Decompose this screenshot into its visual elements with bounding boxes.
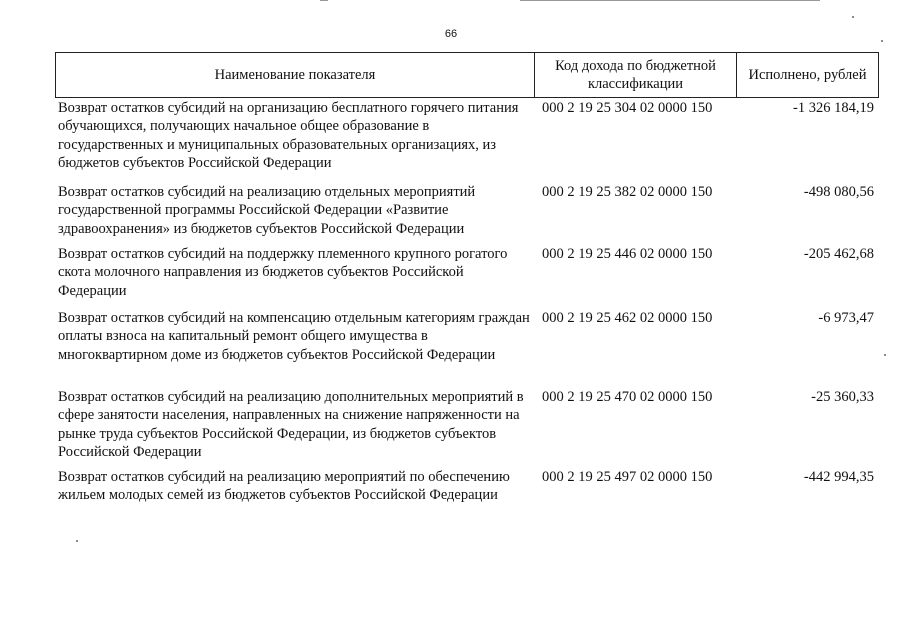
header-code-column: Код дохода по бюджетной классификации <box>535 53 737 97</box>
scan-speck <box>881 40 883 42</box>
scan-mark <box>320 0 328 1</box>
row-name: Возврат остатков субсидий на организацию бесплатного горячего питания обучающихся, получающих начальное общее образование в государственных и муниципальных образовательных организациях, из бюджетов субъектов Российской Федерации <box>58 100 519 172</box>
row-amount: -442 994,35 <box>803 469 874 485</box>
row-name: Возврат остатков субсидий на реализацию отдельных мероприятий государственной программы Российской Федерации «Развитие здравоохранения» из бюджетов субъектов Российской Федерации <box>58 184 476 237</box>
table-header <box>55 52 879 98</box>
page-number: 66 <box>444 28 458 40</box>
row-code: 000 2 19 25 446 02 0000 150 <box>542 246 713 262</box>
row-amount: -25 360,33 <box>811 389 874 405</box>
row-name: Возврат остатков субсидий на поддержку племенного крупного рогатого скота молочного направления из бюджетов субъектов Российской Федерации <box>58 246 508 299</box>
row-amount: -1 326 184,19 <box>793 100 874 116</box>
header-amount-column: Исполнено, рублей <box>748 67 867 83</box>
scan-speck <box>852 16 854 18</box>
row-code: 000 2 19 25 470 02 0000 150 <box>542 389 713 405</box>
row-name: Возврат остатков субсидий на реализацию мероприятий по обеспечению жильем молодых семей из бюджетов субъектов Российской Федерации <box>58 469 510 504</box>
scan-mark <box>520 0 820 1</box>
row-code: 000 2 19 25 304 02 0000 150 <box>542 100 713 116</box>
row-name: Возврат остатков субсидий на компенсацию отдельным категориям граждан оплаты взноса на капитальный ремонт общего имущества в многоквартирном доме из бюджетов субъектов Российской Федерации <box>58 310 530 363</box>
header-name-column: Наименование показателя <box>56 53 535 97</box>
row-amount: -205 462,68 <box>803 246 874 262</box>
row-amount: -498 080,56 <box>803 184 874 200</box>
row-name: Возврат остатков субсидий на реализацию дополнительных мероприятий в сфере занятости населения, направленных на снижение напряженности на рынке труда субъектов Российской Федерации, из бюджетов субъектов Российской Федерации <box>58 389 524 461</box>
row-amount: -6 973,47 <box>818 310 874 326</box>
scan-speck <box>76 540 78 542</box>
row-code: 000 2 19 25 382 02 0000 150 <box>542 184 713 200</box>
row-code: 000 2 19 25 497 02 0000 150 <box>542 469 713 485</box>
row-code: 000 2 19 25 462 02 0000 150 <box>542 310 713 326</box>
scan-speck <box>884 354 886 356</box>
